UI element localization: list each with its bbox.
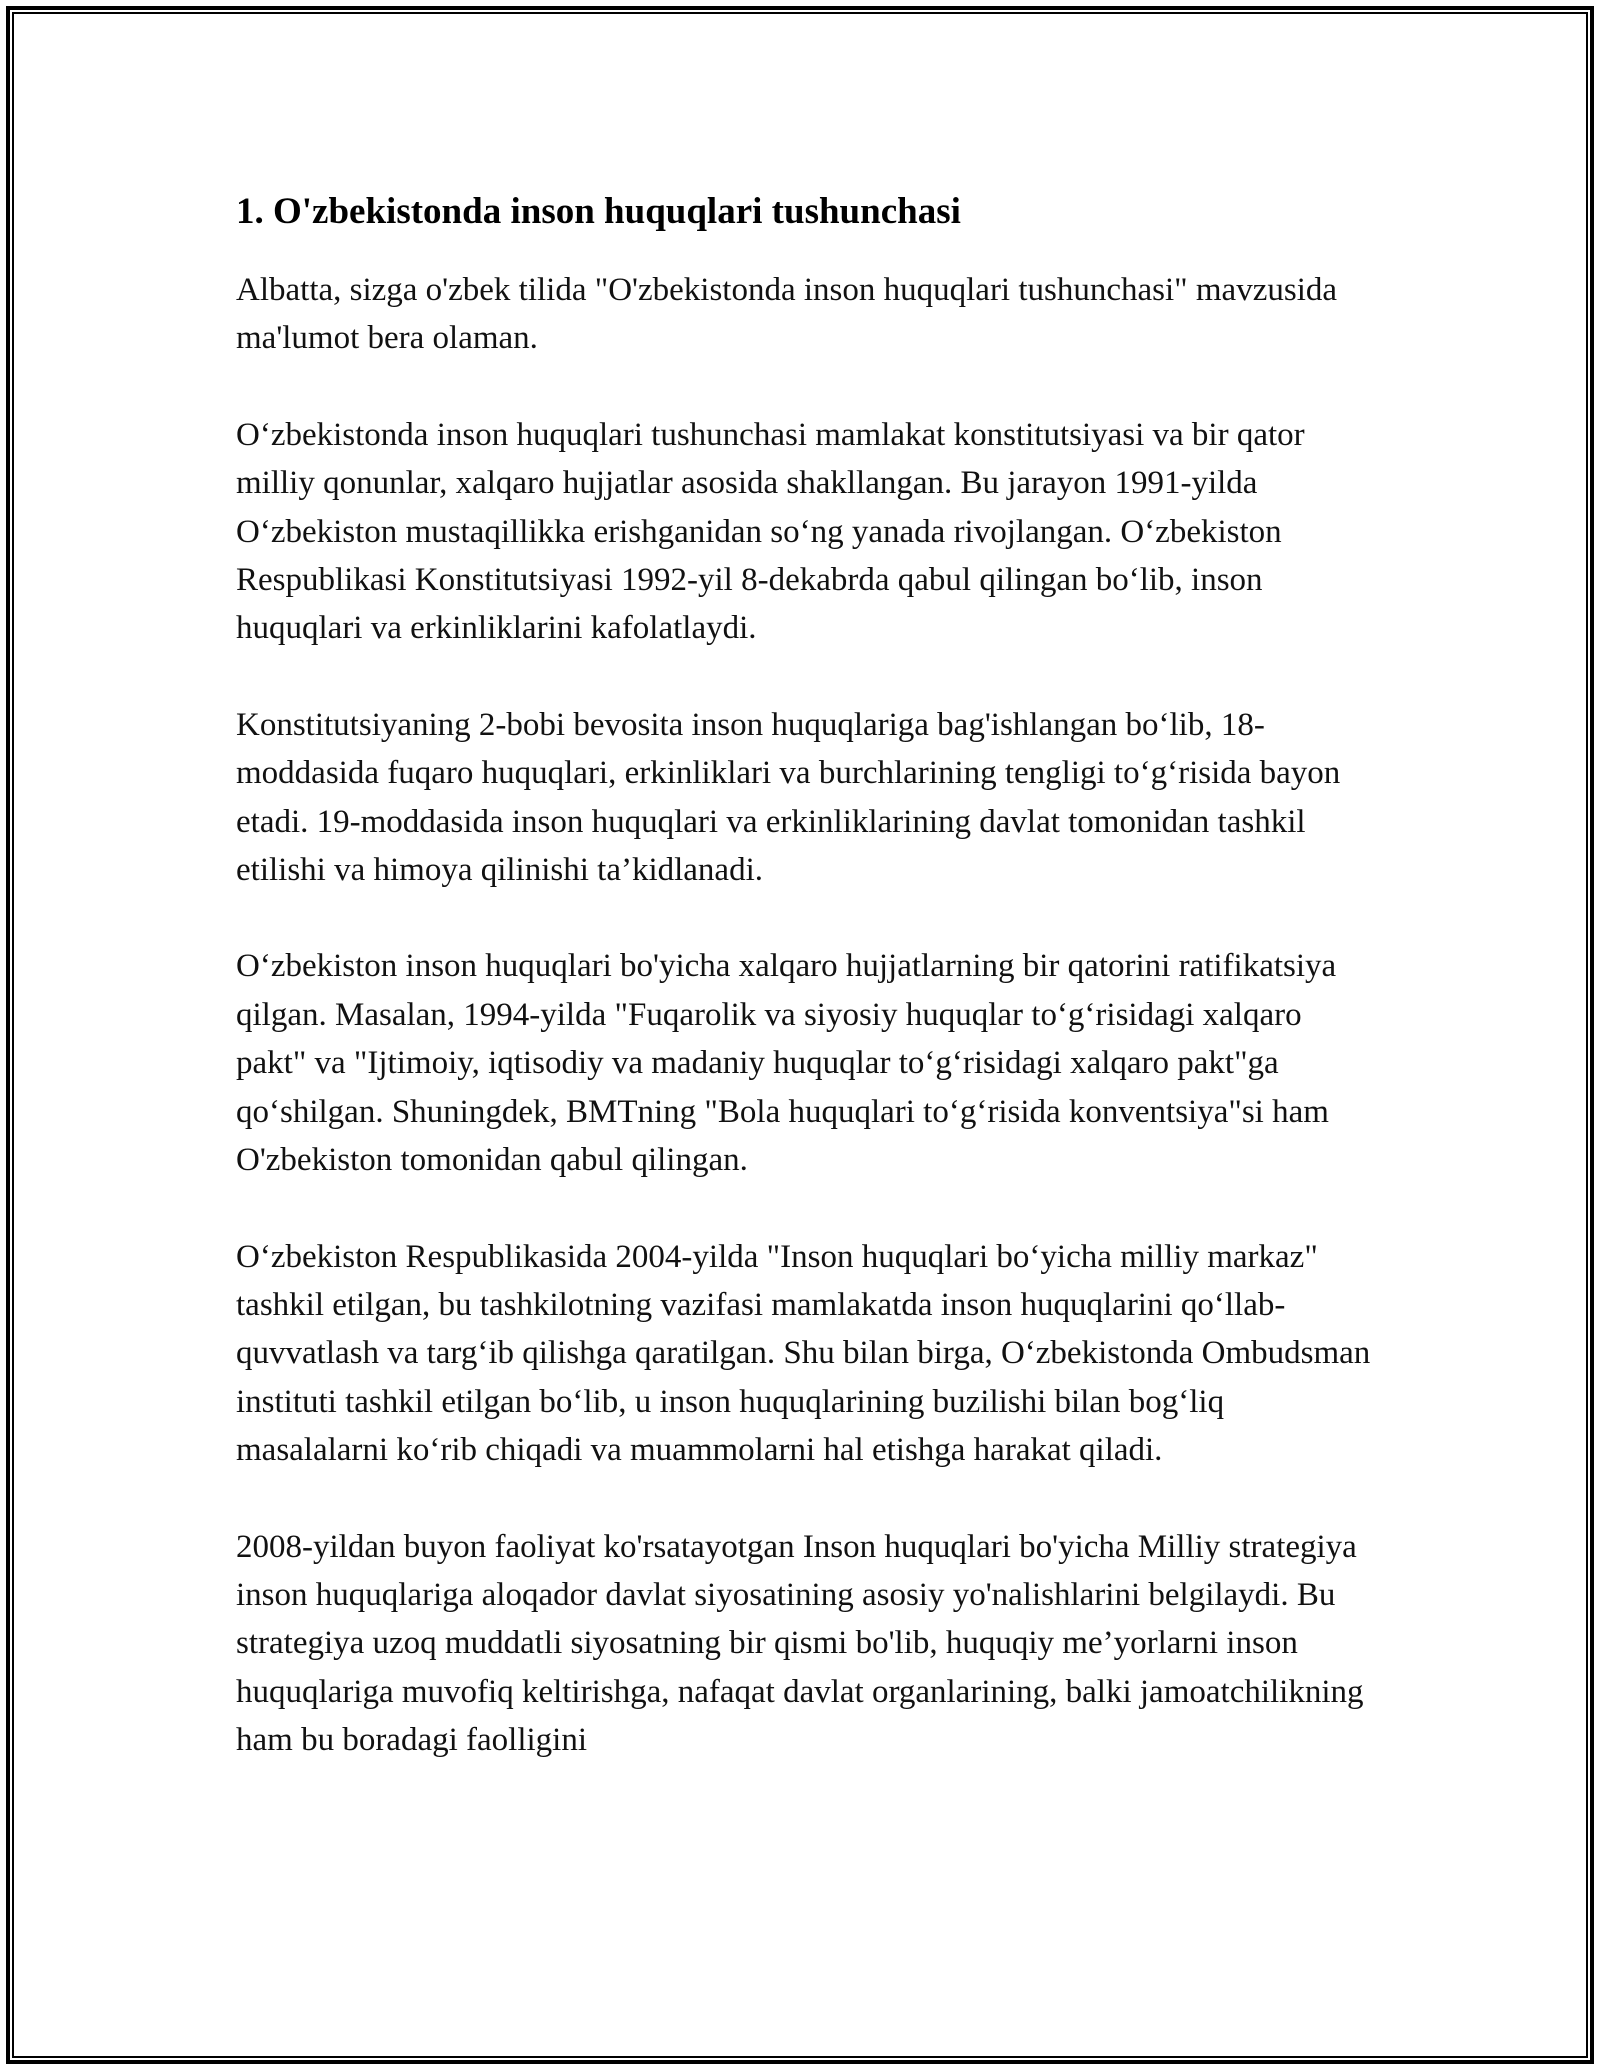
paragraph-constitution: O‘zbekistonda inson huquqlari tushunchasi mamlakat konstitutsiyasi va bir qator milliy qonunlar, xalqaro hujjatlar asosida shakllangan. Bu jarayon 1991-yilda O‘zbekiston mustaqillikka erishganidan so‘ng yanada rivojlangan. O‘zbekiston Respublikasi Konstitutsiyasi 1992-yil 8-dekabrda qabul qilingan bo‘lib, inson huquqlari va erkinliklarini kafolatlaydi. xyxy=(236,416,1305,647)
paragraph-chapter-2: Konstitutsiyaning 2-bobi bevosita inson huquqlariga bag'ishlangan bo‘lib, 18-moddasida fuqaro huquqlari, erkinliklari va burchlarining tengligi to‘g‘risida bayon etadi. 19-moddasida inson huquqlari va erkinliklarining davlat tomonidan tashkil etilishi va himoya qilinishi ta’kidlanadi. xyxy=(236,706,1341,889)
paragraph-national-strategy: 2008-yildan buyon faoliyat ko'rsatayotgan Inson huquqlari bo'yicha Milliy strategiya inson huquqlariga aloqador davlat siyosatining asosiy yo'nalishlarini belgilaydi. Bu strategiya uzoq muddatli siyosatning bir qismi bo'lib, huquqiy me’yorlarni inson huquqlariga muvofiq keltirishga, nafaqat davlat organlarining, balki jamoatchilikning ham bu boradagi faolligini xyxy=(236,1528,1364,1759)
document-body xyxy=(236,188,1376,1765)
paragraph-national-centre: O‘zbekiston Respublikasida 2004-yilda "Inson huquqlari bo‘yicha milliy markaz" tashkil etilgan, bu tashkilotning vazifasi mamlakatda inson huquqlarini qo‘llab-quvvatlash va targ‘ib qilishga qaratilgan. Shu bilan birga, O‘zbekistonda Ombudsman instituti tashkil etilgan bo‘lib, u inson huquqlarining buzilishi bilan bog‘liq masalalarni ko‘rib chiqadi va muammolarni hal etishga harakat qiladi. xyxy=(236,1238,1371,1469)
paragraph-intro: Albatta, sizga o'zbek tilida "O'zbekistonda inson huquqlari tushunchasi" mavzusida ma'lumot bera olaman. xyxy=(236,272,1338,357)
document-title: 1. O'zbekistonda inson huquqlari tushunchasi xyxy=(236,191,961,232)
paragraph-international-treaties: O‘zbekiston inson huquqlari bo'yicha xalqaro hujjatlarning bir qatorini ratifikatsiya qilgan. Masalan, 1994-yilda "Fuqarolik va siyosiy huquqlar to‘g‘risidagi xalqaro pakt" va "Ijtimoiy, iqtisodiy va madaniy huquqlar to‘g‘risidagi xalqaro pakt"ga qo‘shilgan. Shuningdek, BMTning "Bola huquqlari to‘g‘risida konventsiya"si ham O'zbekiston tomonidan qabul qilingan. xyxy=(236,948,1337,1179)
